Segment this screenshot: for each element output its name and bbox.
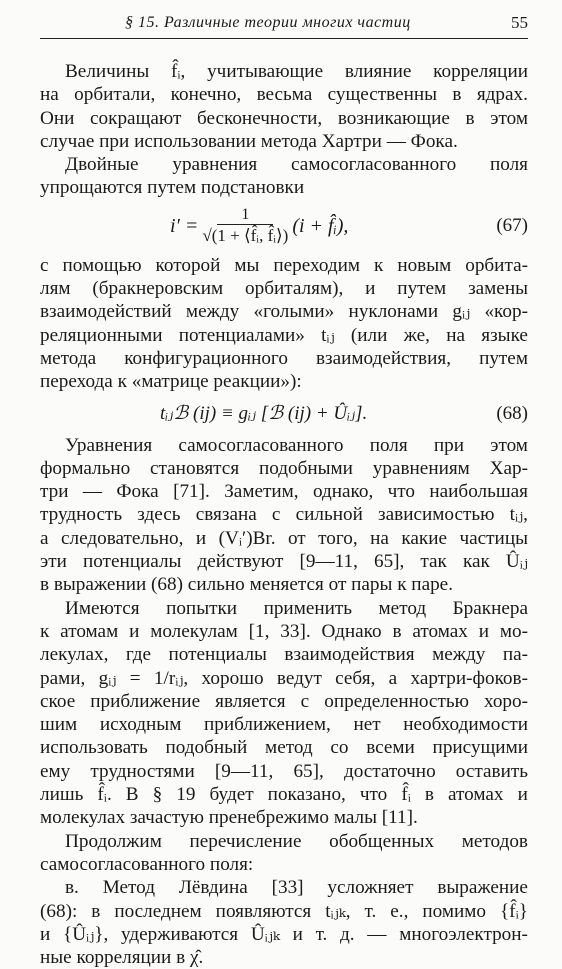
running-head [40,12,528,39]
text-line: Величины f̂ᵢ, учитывающие влияние корреляции [65,61,528,82]
text-line: случае при использовании метода Хартри — Фока. [40,130,458,152]
text-line: ское приближение является с определенностью хоро- [40,690,528,712]
text-line: трудность здесь связана с сильной зависимостью tᵢⱼ, [40,504,528,526]
text-line: Они сокращают бесконечности, возникающие в этом [40,107,528,129]
text-line: на орбитали, конечно, весьма существенны в ядрах. [40,84,528,106]
text-line: а следовательно, и (Vᵢ′)Br. от того, на какие частицы [40,527,528,549]
text-line: с помощью которой мы переходим к новым орбита- [40,254,528,276]
equation-67-number: (67) [496,214,528,236]
text-line: три — Фока [71]. Заметим, однако, что наибольшая [40,481,528,503]
text-line: Имеются попытки применить метод Бракнера [65,597,528,619]
text-line: в. Метод Лёвдина [33] усложняет выражение [65,877,528,899]
text-line: рами, gᵢⱼ = 1/rᵢⱼ, хорошо ведут себя, а хартри-фоков- [40,667,528,689]
text-line: перехода к «матрице реакции»): [40,371,302,393]
text-line: к атомам и молекулам [1, 33]. Однако в атомах и мо- [40,620,528,642]
equation-67-fraction [202,206,288,247]
equation-68-expression: tᵢⱼℬ (ij) ≡ gᵢⱼ [ℬ (ij) + Ûᵢⱼ]. [160,402,368,424]
page-number: 55 [511,13,528,32]
equation-67 [40,200,528,254]
equation-67-lhs: i′ = [170,214,199,237]
text-line: формально становятся подобными уравнениям Хар- [40,457,528,479]
text-line: и {Ûᵢⱼ}, удерживаются Ûᵢⱼₖ и т. д. — многоэлектрон- [40,923,528,945]
text-line: лекулах, где потенциалы взаимодействия между па- [40,644,528,666]
text-line: в выражении (68) сильно меняется от пары к паре. [40,574,453,596]
text-line: использовать подобный метод со всеми присущими [40,737,528,759]
text-line: молекулах зачастую пренебрежимо малы [11]. [40,807,418,829]
equation-67-numerator: 1 [217,206,273,225]
equation-67-expression [170,206,348,247]
text-line: эти потенциалы действуют [9—11, 65], так как Ûᵢⱼ [40,551,528,573]
text-line: Уравнения самосогласованного поля при этом [65,434,528,456]
running-head-title: § 15. Различные теории многих частиц [125,14,411,31]
text-line: самосогласованного поля: [40,853,254,875]
equation-67-denominator: √(1 + ⟨f̂ᵢ, f̂ᵢ⟩) [202,225,289,245]
text-line: упрощаются путем подстановки [40,177,305,199]
text-line: Двойные уравнения самосогласованного поля [65,154,528,176]
text-line: (68): в последнем появляются tᵢⱼₖ, т. е., помимо {f̂ᵢ} [40,900,528,922]
equation-68-number: (68) [496,402,528,424]
equation-67-rhs: (i + f̂ᵢ), [292,214,349,237]
text-line: взаимодействий между «голыми» нуклонами gᵢⱼ «кор- [40,301,528,323]
text-line: ные корреляции в χ̂. [40,947,204,969]
text-line: метода конфигурационного взаимодействия, путем [40,347,528,369]
text-line: шим исходным приближением, нет необходимости [40,714,528,736]
text-line: Продолжим перечисление обобщенных методов [65,830,528,852]
text-line: ему трудностями [9—11, 65], достаточно оставить [40,760,528,782]
text-line: лям (бракнеровским орбиталям), и путем замены [40,278,528,300]
page-body [40,60,528,969]
text-line: лишь f̂ᵢ. В § 19 будет показано, что f̂ᵢ в атомах и [40,784,528,806]
text-line: реляционными потенциалами» tᵢⱼ (или же, на языке [40,324,528,346]
equation-68 [40,394,528,434]
